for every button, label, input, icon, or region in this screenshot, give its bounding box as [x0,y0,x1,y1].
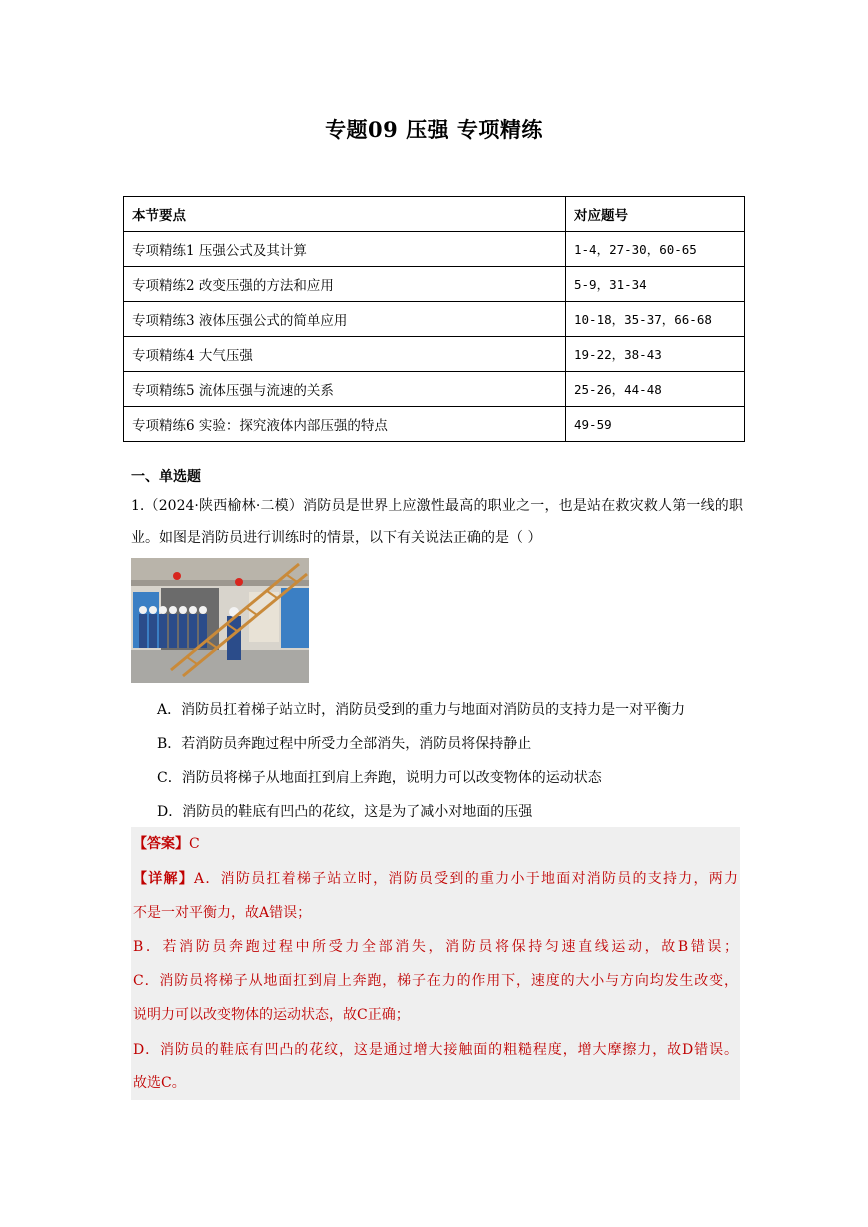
table-header-topic: 本节要点 [124,197,566,232]
firefighter-training-photo [131,558,309,683]
table-cell-topic: 专项精练6 实验：探究液体内部压强的特点 [124,407,566,442]
table-cell-topic: 专项精练4 大气压强 [124,337,566,372]
table-cell-numbers: 10-18，35-37，66-68 [566,302,745,337]
table-cell-topic: 专项精练5 流体压强与流速的关系 [124,372,566,407]
detail-line: D．消防员的鞋底有凹凸的花纹，这是通过增大接触面的粗糙程度，增大摩擦力，故D错误。 [133,1042,738,1058]
table-row [124,407,745,442]
topics-table [123,196,745,442]
table-row [124,267,745,302]
answer-line [133,834,738,854]
table-cell-topic: 专项精练3 液体压强公式的简单应用 [124,302,566,337]
detail-line: 说明力可以改变物体的运动状态，故C正确； [133,1007,410,1023]
table-row [124,372,745,407]
option-c: C．消防员将梯子从地面扛到肩上奔跑，说明力可以改变物体的运动状态 [157,770,602,786]
question-stem [131,490,743,554]
detail-line: 故选C。 [133,1075,186,1091]
table-cell-topic: 专项精练1 压强公式及其计算 [124,232,566,267]
document-title: 专题09 压强 专项精练 [325,117,543,142]
detail-line: B．若消防员奔跑过程中所受力全部消失，消防员将保持匀速直线运动，故B错误； [133,939,738,955]
table-cell-numbers: 25-26，44-48 [566,372,745,407]
detail-text: A．消防员扛着梯子站立时，消防员受到的重力小于地面对消防员的支持力，两力 [194,871,739,887]
answer-explanation-box [131,827,740,1100]
table-row [124,232,745,267]
answer-options [157,693,685,829]
table-header-row [124,197,745,232]
section-heading: 一、单选题 [131,469,201,485]
option-a: A．消防员扛着梯子站立时，消防员受到的重力与地面对消防员的支持力是一对平衡力 [157,702,686,718]
table-cell-topic: 专项精练2 改变压强的方法和应用 [124,267,566,302]
table-cell-numbers: 49-59 [566,407,745,442]
table-cell-numbers: 19-22，38-43 [566,337,745,372]
detail-line: C．消防员将梯子从地面扛到肩上奔跑，梯子在力的作用下，速度的大小与方向均发生改变， [133,973,738,989]
table-cell-numbers: 5-9，31-34 [566,267,745,302]
table-row [124,337,745,372]
option-b: B．若消防员奔跑过程中所受力全部消失，消防员将保持静止 [157,736,532,752]
detail-line [133,869,738,889]
question-text: 消防员是世界上应激性最高的职业之一，也是站在救灾救人第一线的职业。如图是消防员进行训练时的情景，以下有关说法正确的是（ ） [131,498,744,546]
detail-label: 【详解】 [133,871,195,887]
answer-value: C [189,836,200,852]
answer-label: 【答案】 [133,836,189,852]
table-row [124,302,745,337]
detail-line: 不是一对平衡力，故A错误； [133,905,312,921]
option-d: D．消防员的鞋底有凹凸的花纹，这是为了减小对地面的压强 [157,804,533,820]
table-cell-numbers: 1-4，27-30，60-65 [566,232,745,267]
question-source: （2024·陕西榆林·二模） [144,498,304,514]
table-header-numbers: 对应题号 [566,197,745,232]
question-number: 1. [131,498,145,514]
